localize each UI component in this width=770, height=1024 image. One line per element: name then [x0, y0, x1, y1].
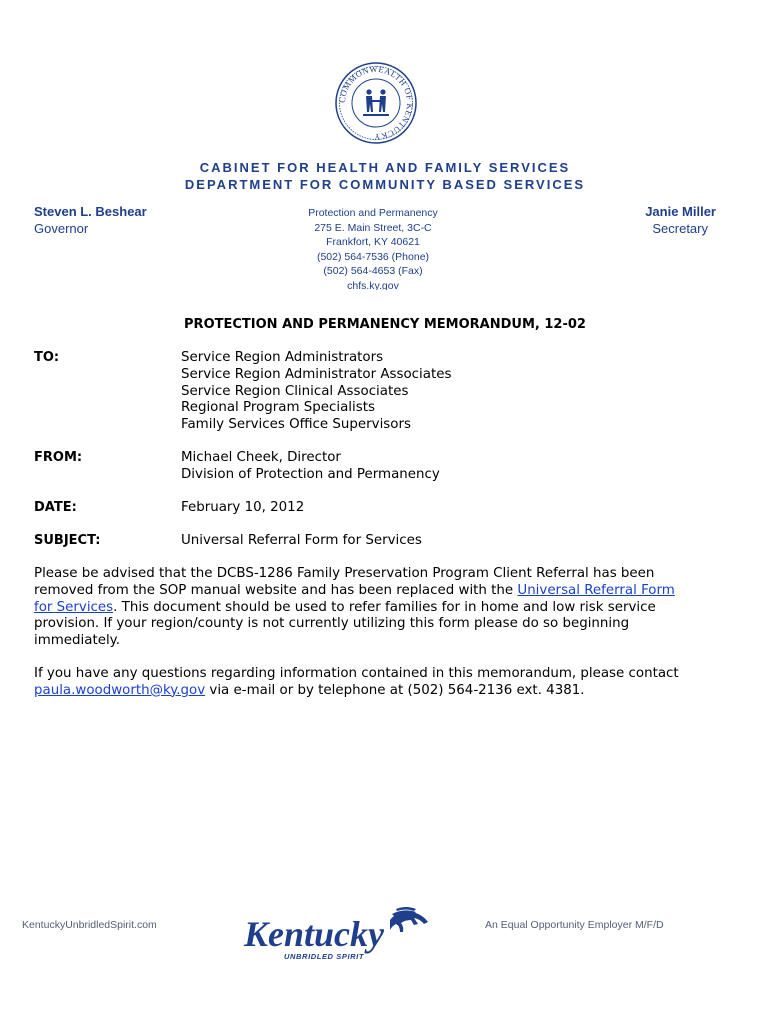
governor-name: Steven L. Beshear	[34, 204, 147, 219]
subject-label: SUBJECT:	[34, 533, 101, 548]
paragraph-text: via e-mail or by telephone at (502) 564-2136 ext. 4381.	[205, 682, 585, 698]
date-label: DATE:	[34, 500, 77, 515]
kentucky-logo	[240, 906, 436, 966]
recipient: Service Region Clinical Associates	[181, 383, 409, 399]
logo-tagline: UNBRIDLED SPIRIT	[284, 952, 365, 961]
paragraph-text: Please be advised that the DCBS-1286 Family Preservation Program Client Referral has been removed from the SOP manual website and has been replaced with the	[34, 566, 655, 598]
email-link[interactable]: paula.woodworth@ky.gov	[34, 682, 206, 698]
secretary-name: Janie Miller	[645, 204, 716, 219]
memo-subject: Universal Referral Form for Services	[181, 533, 422, 548]
footer-website: KentuckyUnbridledSpirit.com	[22, 919, 157, 931]
recipient: Regional Program Specialists	[181, 400, 375, 416]
department-name: DEPARTMENT FOR COMMUNITY BASED SERVICES	[184, 177, 586, 192]
address-phone: (502) 564-7536 (Phone)	[316, 250, 430, 263]
logo-wordmark: Kentucky	[244, 914, 384, 954]
memo-title: PROTECTION AND PERMANENCY MEMORANDUM, 12-02	[184, 317, 586, 332]
recipient: Family Services Office Supervisors	[181, 417, 411, 433]
footer-eoe: An Equal Opportunity Employer M/F/D	[485, 919, 664, 931]
recipient: Service Region Administrators	[181, 350, 384, 365]
cabinet-name: CABINET FOR HEALTH AND FAMILY SERVICES	[199, 160, 571, 175]
paragraph-text: If you have any questions regarding information contained in this memorandum, please contact	[34, 666, 679, 681]
universal-referral-form-link[interactable]: Universal Referral Form for Services	[34, 582, 675, 615]
to-recipients	[181, 350, 451, 434]
secretary-title: Secretary	[652, 221, 708, 236]
memo-date: February 10, 2012	[181, 500, 305, 515]
horse-icon	[390, 907, 428, 932]
svg-text:COMMONWEALTH OF KENTUCKY: COMMONWEALTH OF KENTUCKY	[336, 63, 416, 143]
address-line: Protection and Permanency	[308, 207, 438, 219]
to-label: TO:	[34, 350, 60, 365]
body-paragraph-1	[34, 566, 694, 650]
kentucky-seal-icon	[335, 62, 417, 144]
from-label: FROM:	[34, 450, 83, 465]
paragraph-text: . This document should be used to refer families for in home and low risk service provision. If your region/county is not currently utilizing this form please do so beginning immediately.	[34, 599, 656, 649]
sender-name: Michael Cheek, Director	[181, 450, 341, 465]
sender-division: Division of Protection and Permanency	[181, 466, 440, 482]
address-fax: (502) 564-4653 (Fax)	[323, 265, 423, 277]
from-sender	[181, 450, 440, 484]
address-line: Frankfort, KY 40621	[326, 236, 420, 248]
address-website: chfs.ky.gov	[347, 279, 399, 290]
recipient: Service Region Administrator Associates	[181, 366, 452, 382]
address-block	[260, 206, 486, 290]
address-line: 275 E. Main Street, 3C-C	[314, 221, 432, 234]
body-paragraph-2	[34, 666, 694, 700]
governor-title: Governor	[34, 221, 89, 236]
